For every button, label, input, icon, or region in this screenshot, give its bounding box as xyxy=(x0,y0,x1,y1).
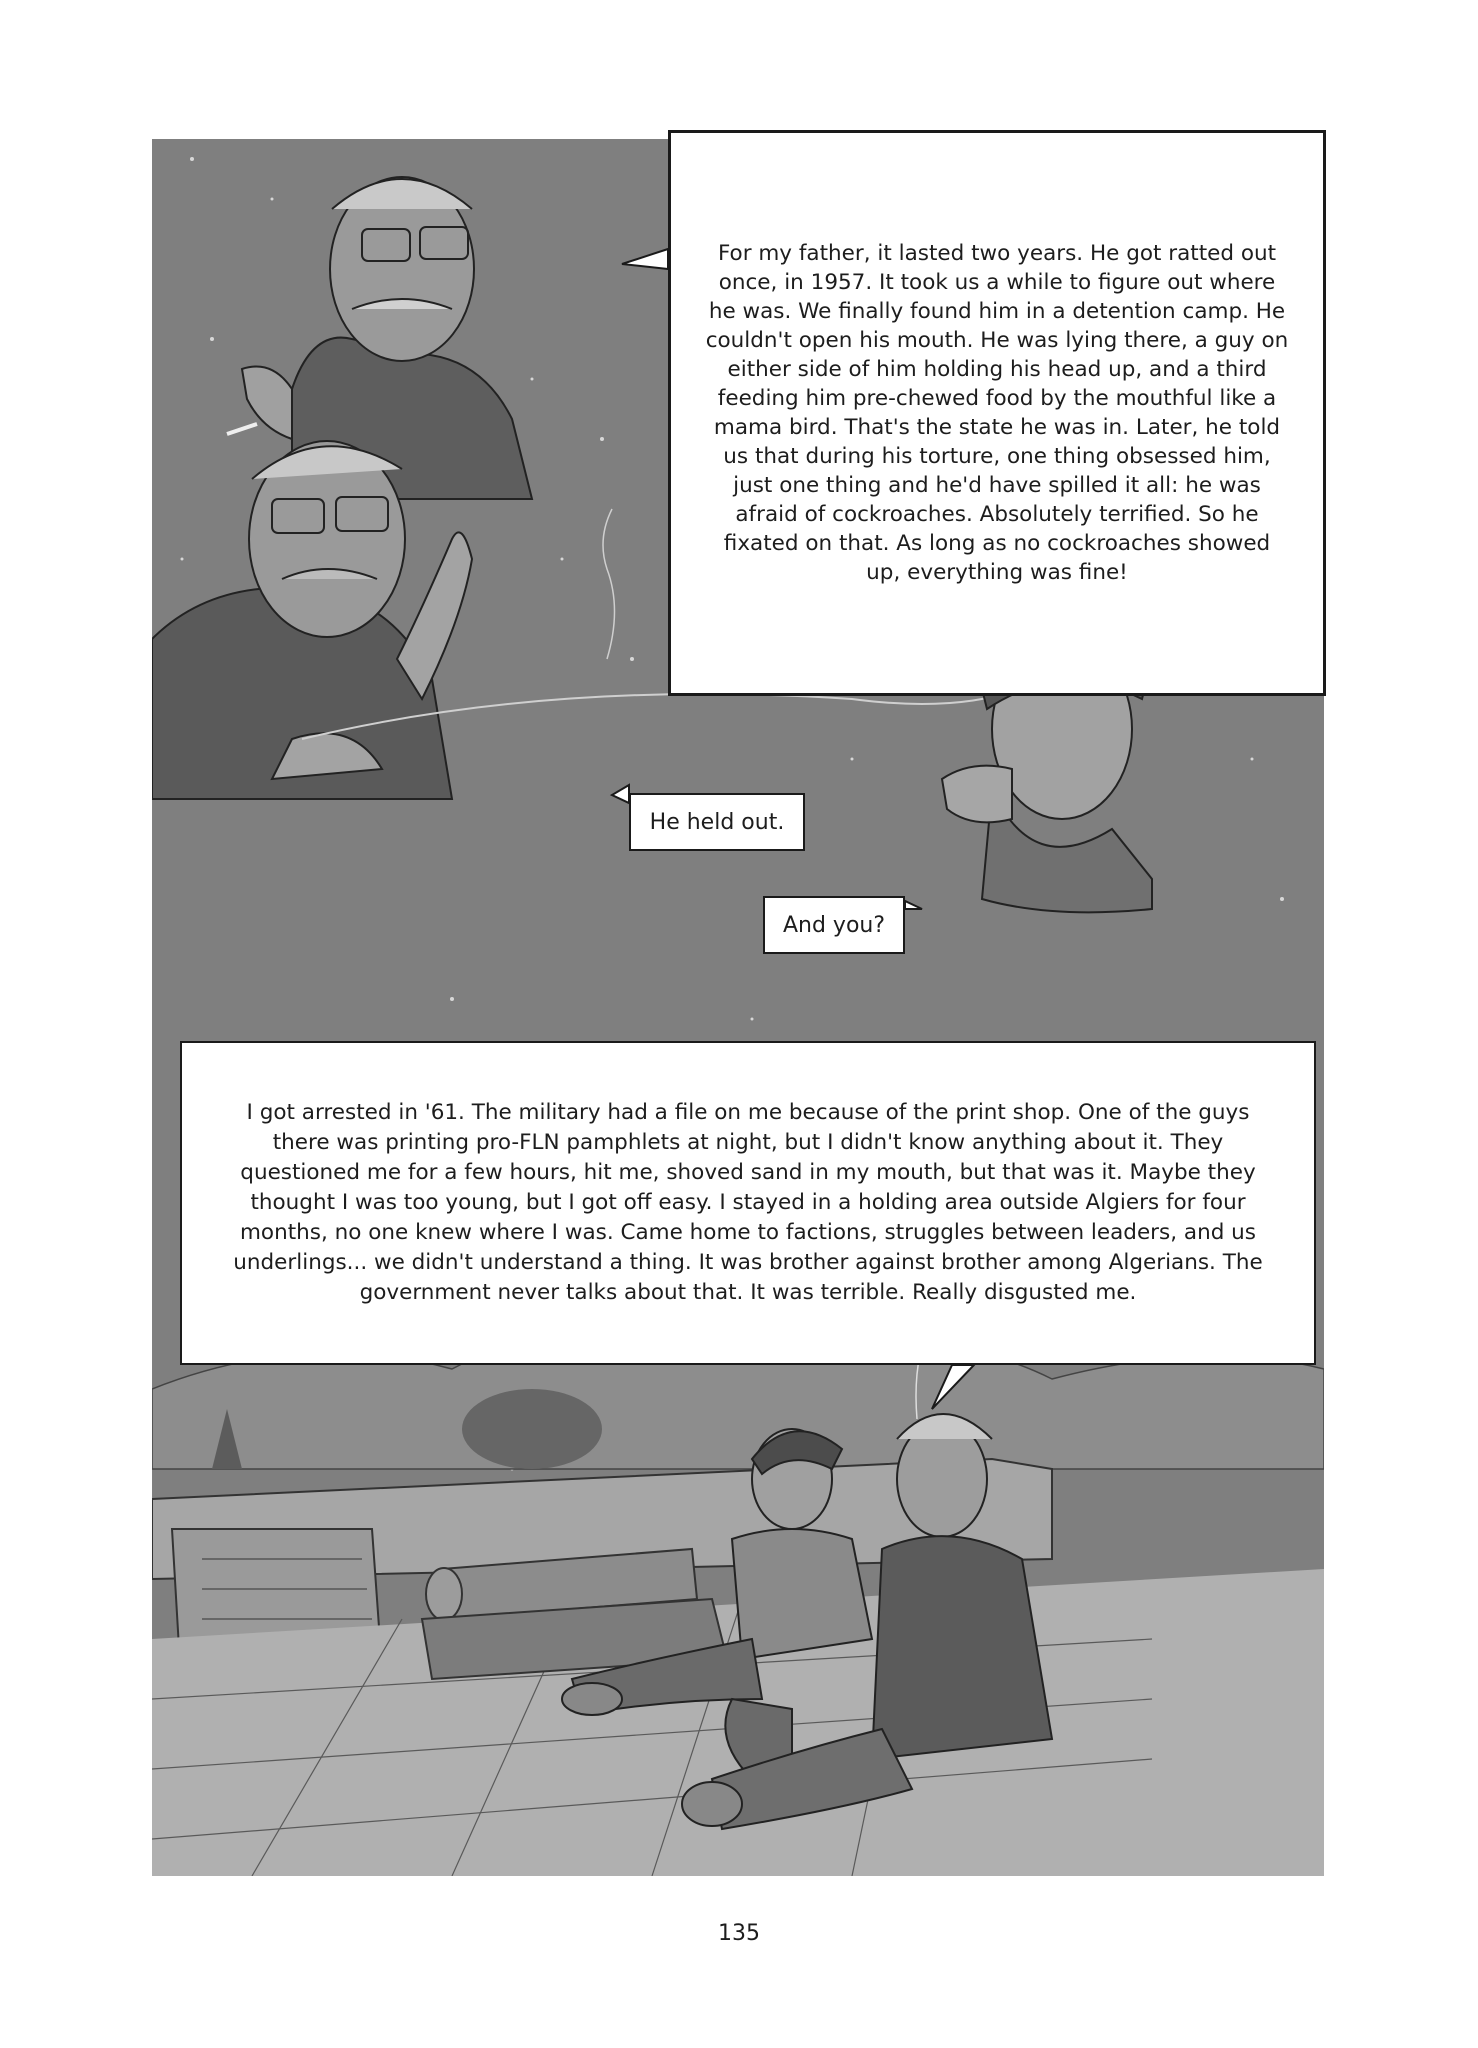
caption-arrest-story-text: I got arrested in '61. The military had a file on me because of the print shop. One of the guys there was printing pro-FLN pamphlets at night, but I didn't know anything about it. They questioned me for a few hours, hit me, shoved sand in my mouth, but that was it. Maybe they thought I was too young, but I got off easy. I stayed in a holding area outside Algiers for four months, no one knew where I was. Came home to factions, struggles between leaders, and us underlings... we didn't understand a thing. It was brother against brother among Algerians. The government never talks about that. It was terrible. Really disgusted me. xyxy=(233,1100,1263,1305)
speech-and-you-text: And you? xyxy=(782,912,886,938)
father-figure-top xyxy=(227,177,532,499)
caption-arrest-story xyxy=(180,1041,1316,1365)
caption-father-story-text: For my father, it lasted two years. He got ratted out once, in 1957. It took us a while to figure out where he was. We finally found him in a detention camp. He couldn't open his mouth. He was lying there, a guy on either side of him holding his head up, and a third feeding him pre-chewed food by the mouthful like a mama bird. That's the state he was in. Later, he told us that during his torture, one thing obsessed him, just one thing and he'd have spilled it all: he was afraid of cockroaches. Absolutely terrified. So he fixated on that. As long as no cockroaches showed up, everything was fine! xyxy=(705,241,1289,585)
speech-bubble-held-out xyxy=(629,793,805,851)
speech-bubble-and-you xyxy=(763,896,905,954)
cigarette-smoke xyxy=(603,509,615,659)
speech-held-out-text: He held out. xyxy=(649,809,785,835)
caption-father-story xyxy=(668,130,1326,696)
page-number: 135 xyxy=(718,1921,760,1946)
